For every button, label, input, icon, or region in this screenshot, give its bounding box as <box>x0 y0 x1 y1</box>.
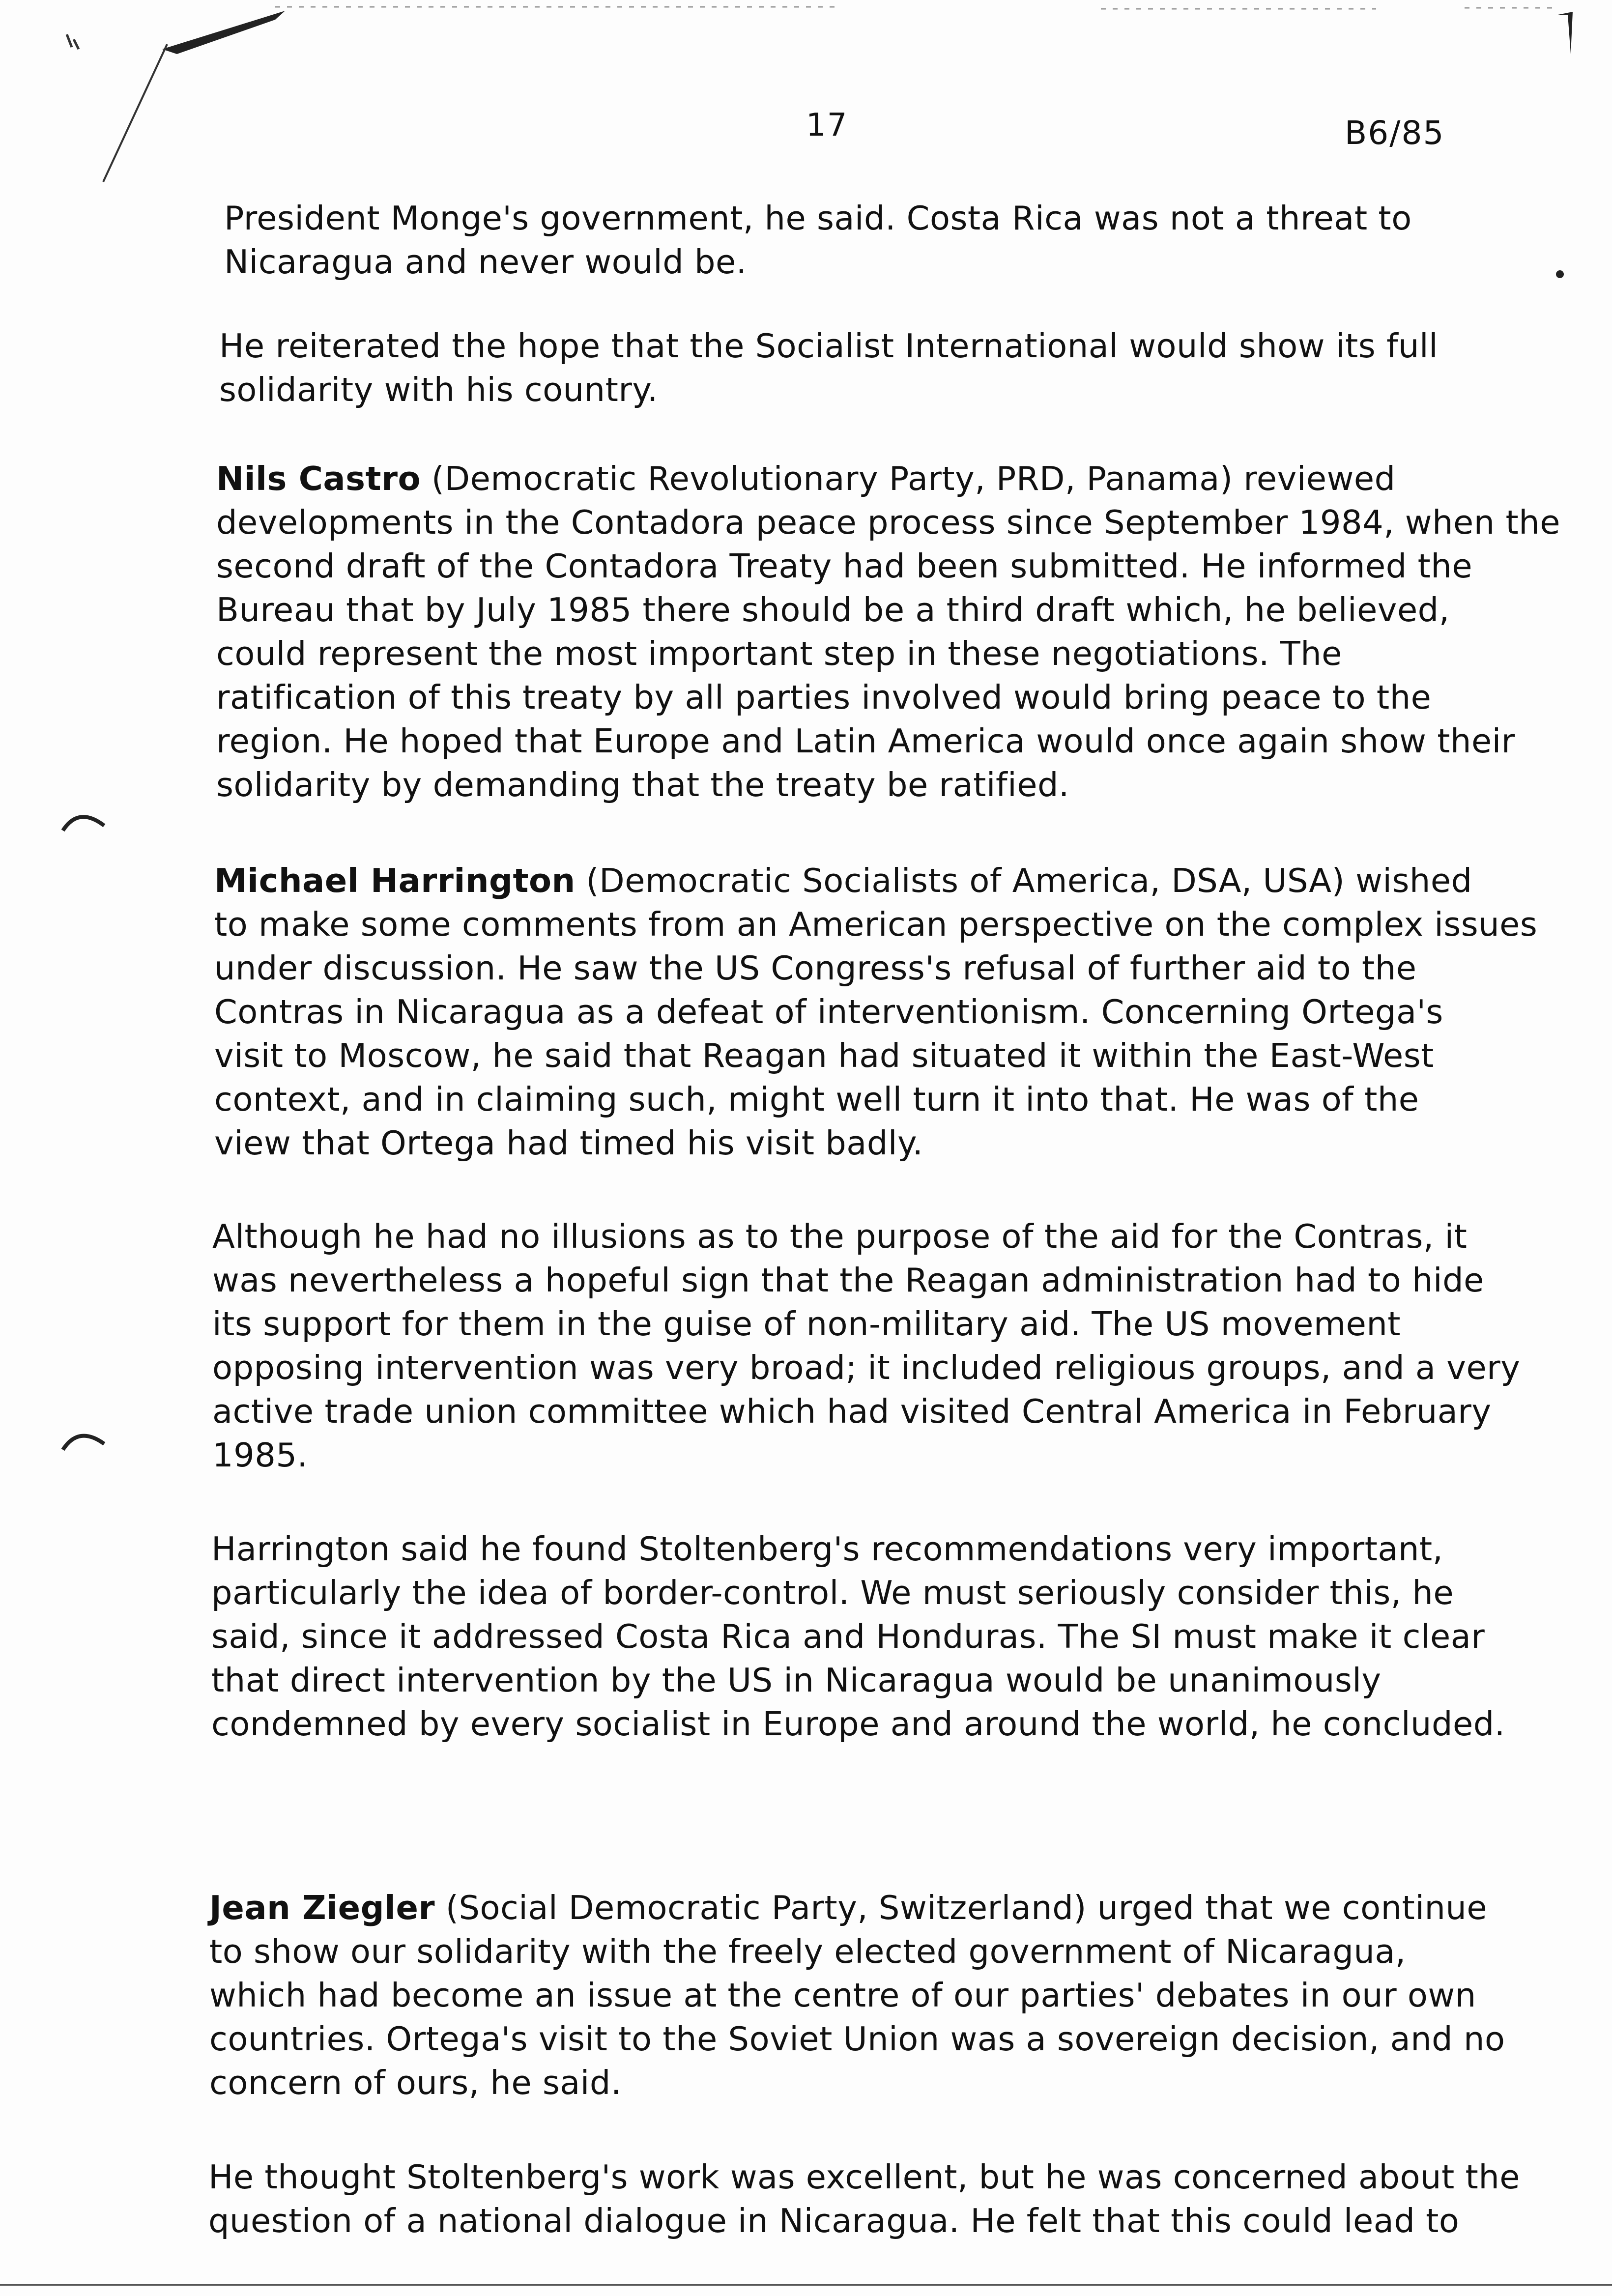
paragraph-jean-ziegler <box>209 1886 1566 2105</box>
paragraph-national-dialogue <box>208 2155 1565 2243</box>
paragraph-solidarity-hope <box>219 324 1576 412</box>
page-number: 17 <box>806 107 848 144</box>
speaker-name: Jean Ziegler <box>209 1889 435 1927</box>
scan-left-arc-1 <box>63 817 104 831</box>
paragraph-text: President Monge's government, he said. Costa Rica was not a threat to Nicaragua and never would be. <box>224 199 1412 281</box>
paragraph-text: He thought Stoltenberg's work was excellent, but he was concerned about the question of a national dialogue in Nicaragua. He felt that this could lead to <box>208 2158 1521 2240</box>
paragraph-stoltenberg-recommendations <box>211 1527 1568 1746</box>
bottom-scan-rule <box>0 2284 1612 2286</box>
document-reference: B6/85 <box>1345 114 1445 152</box>
paragraph-text: (Democratic Socialists of America, DSA, USA) wished to make some comments from an American perspective on the complex issues under discussion. He saw the US Congress's refusal of further aid to the Contras in Nicaragua as a defeat of interventionism. Concerning Ortega's visit to Moscow, he said that Reagan had situated it within the East-West context, and in claiming such, might well turn it into that. He was of the view that Ortega had timed his visit badly. <box>214 861 1538 1162</box>
paragraph-text: Although he had no illusions as to the purpose of the aid for the Contras, it was nevertheless a hopeful sign that the Reagan administration had to hide its support for them in the guise of non-military aid. The US movement opposing intervention was very broad; it included religious groups, and a very active trade union committee which had visited Central America in February 1985. <box>212 1217 1521 1474</box>
scan-tick-mark <box>67 34 79 49</box>
speaker-name: Nils Castro <box>216 459 421 498</box>
paragraph-contras-aid <box>212 1215 1569 1477</box>
scan-diagonal-line <box>103 44 167 182</box>
scan-left-arc-2 <box>63 1436 104 1450</box>
paragraph-text: (Social Democratic Party, Switzerland) urged that we continue to show our solidarity with the freely elected government of Nicaragua, which had become an issue at the centre of our parties' debates in our own countries. Ortega's visit to the Soviet Union was a sovereign decision, and no concern of ours, he said. <box>209 1889 1505 2102</box>
scan-top-dash-line <box>275 7 1553 9</box>
paragraph-text: Harrington said he found Stoltenberg's recommendations very important, particularly the idea of border-control. We must seriously consider this, he said, since it addressed Costa Rica and Honduras. The SI must make it clear that direct intervention by the US in Nicaragua would be unanimously condemned by every socialist in Europe and around the world, he concluded. <box>211 1530 1505 1743</box>
scan-top-right-mark <box>1558 12 1573 54</box>
paragraph-michael-harrington <box>214 859 1571 1165</box>
scan-corner-mark <box>162 11 285 54</box>
paragraph-nils-castro <box>216 457 1573 807</box>
paragraph-text: He reiterated the hope that the Socialist International would show its full solidarity with his country. <box>219 327 1439 409</box>
paragraph-monge-government <box>224 197 1581 284</box>
paragraph-text: (Democratic Revolutionary Party, PRD, Panama) reviewed developments in the Contadora peace process since September 1984, when the second draft of the Contadora Treaty had been submitted. He informed the Bureau that by July 1985 there should be a third draft which, he believed, could represent the most important step in these negotiations. The ratification of this treaty by all parties involved would bring peace to the region. He hoped that Europe and Latin America would once again show their solidarity by demanding that the treaty be ratified. <box>216 459 1560 804</box>
speaker-name: Michael Harrington <box>214 861 576 900</box>
